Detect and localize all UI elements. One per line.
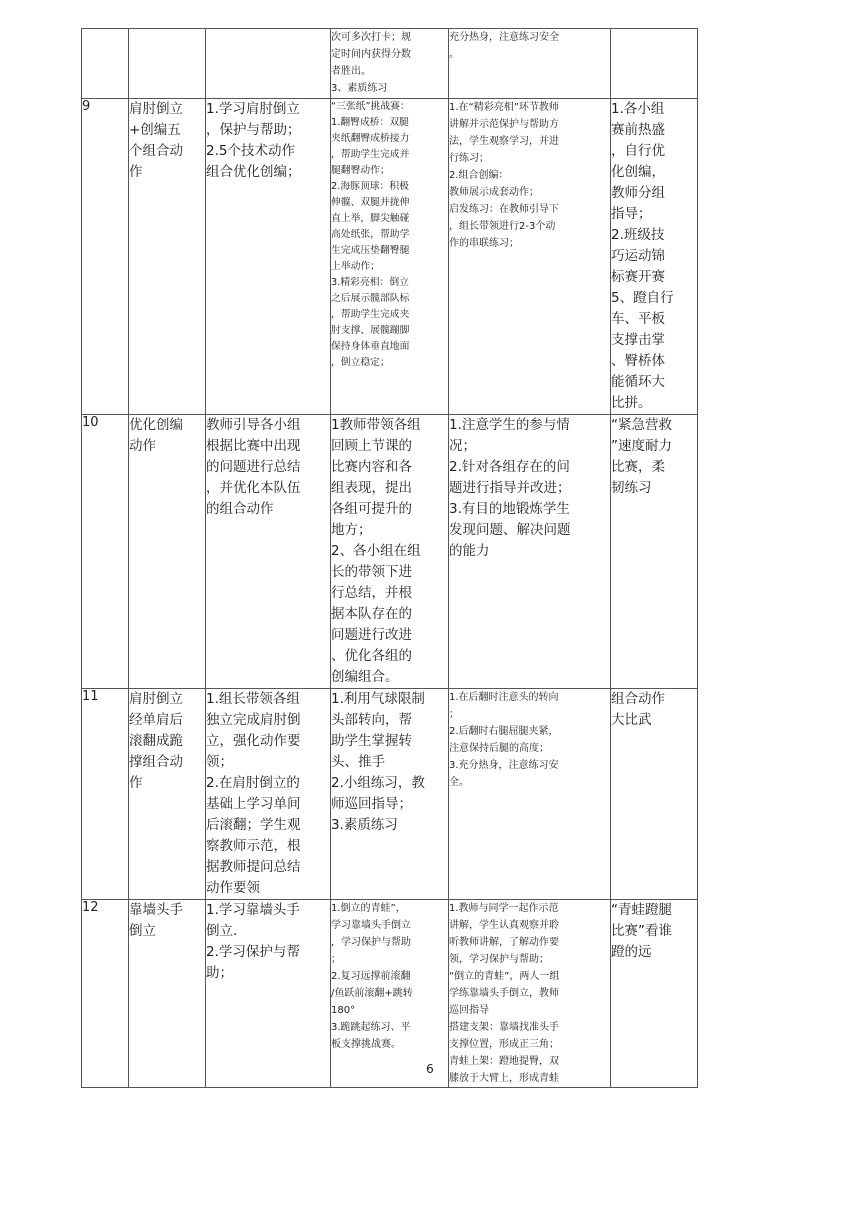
lesson-guidance-line: 题进行指导并改进； [449, 480, 571, 496]
lesson-activities-line: 高处纸张，帮助学 [331, 229, 410, 240]
lesson-guidance-line: 充分热身，注意练习安全 [449, 32, 559, 43]
lesson-objectives-line: 1.学习肩肘倒立 [206, 101, 300, 117]
lesson-extension-line: 5、蹬自行 [611, 290, 674, 306]
lesson-guidance-line: “倒立的青蛙”，两人一组 [449, 971, 560, 982]
lesson-guidance-line: 巡回指导 [449, 1005, 489, 1016]
lesson-plan-table [81, 28, 698, 1088]
lesson-guidance-line: 讲解，学生认真观察并聆 [449, 920, 559, 931]
lesson-activities-line: 组表现，提出 [331, 480, 412, 496]
lesson-objectives [206, 99, 331, 415]
lesson-objectives-line: ，保护与帮助； [206, 122, 301, 138]
lesson-guidance-line: 作的串联练习； [449, 238, 519, 249]
lesson-title-line: 滚翻成跪 [129, 733, 183, 749]
lesson-activities-line: 2.海豚顶球：积极 [331, 181, 409, 192]
lesson-guidance-line: 1.注意学生的参与情 [449, 417, 570, 433]
lesson-guidance-line: 1.教师与同学一起作示范 [449, 903, 559, 914]
lesson-objectives [206, 689, 331, 900]
lesson-extension-line: 蹬的远 [611, 944, 652, 960]
lesson-activities-line: 问题进行改进 [331, 627, 412, 643]
lesson-guidance-line: 膝放于大臂上，形成青蛙 [449, 1073, 559, 1084]
lesson-guidance-line: 2.针对各组存在的问 [449, 459, 570, 475]
lesson-activities [331, 900, 449, 1088]
lesson-extension-line: 比拼。 [611, 395, 652, 411]
lesson-activities-line: 3.跪跳起练习、平 [331, 1022, 411, 1033]
lesson-title [129, 900, 206, 1088]
lesson-guidance [449, 99, 611, 415]
lesson-title-line: +创编五 [129, 122, 181, 138]
lesson-activities-line: 学习靠墙头手倒立 [331, 920, 411, 931]
lesson-guidance-line: 法，学生观察学习，并进 [449, 136, 559, 147]
lesson-extension-line: 巧运动锦 [611, 248, 665, 264]
lesson-objectives-line: 领； [206, 754, 233, 770]
lesson-extension-line: 2.班级技 [611, 227, 665, 243]
lesson-objectives-line: ，并优化本队伍 [206, 480, 301, 496]
lesson-extension-line: 指导； [611, 206, 652, 222]
lesson-activities-line: 2.小组练习，教 [331, 775, 425, 791]
lesson-activities-line: 肘支撑、展髋蹦脚 [331, 325, 410, 336]
lesson-extension [611, 29, 698, 99]
lesson-activities-line: 1.倒立的青蛙”， [331, 903, 406, 914]
lesson-activities-line: “三张纸”挑战赛： [331, 101, 410, 112]
lesson-objectives-line: 2.学习保护与帮 [206, 944, 300, 960]
lesson-activities-line: 头、推手 [331, 754, 385, 770]
lesson-activities-line: 上举动作； [331, 261, 380, 272]
lesson-objectives-line: 2.5个技术动作 [206, 143, 295, 159]
lesson-activities-line: 3.精彩亮相：倒立 [331, 277, 409, 288]
lesson-guidance-line: 听教师讲解，了解动作要 [449, 937, 559, 948]
lesson-title [129, 415, 206, 689]
lesson-extension [611, 99, 698, 415]
lesson-activities [331, 29, 449, 99]
lesson-extension [611, 689, 698, 900]
lesson-guidance-line: 青蛙上架：蹬地提臀，双 [449, 1056, 559, 1067]
lesson-guidance-line: 启发练习：在教师引导下 [449, 204, 559, 215]
lesson-activities-line: 3.素质练习 [331, 817, 398, 833]
table-row [82, 415, 698, 689]
lesson-activities-line: ，学习保护与帮助 [331, 937, 411, 948]
lesson-guidance-line: 况； [449, 438, 476, 454]
lesson-guidance [449, 689, 611, 900]
lesson-title-line: 动作 [129, 438, 156, 454]
lesson-extension-line: 大比武 [611, 712, 652, 728]
lesson-guidance-line: 支撑位置，形成正三角； [449, 1039, 559, 1050]
lesson-activities [331, 415, 449, 689]
lesson-activities-line: ； [331, 954, 341, 965]
lesson-activities-line: 夹纸翻臀成桥接力 [331, 133, 410, 144]
lesson-activities-line: 各组可提升的 [331, 501, 412, 517]
lesson-extension-line: 1.各小组 [611, 101, 665, 117]
lesson-guidance-line: 领，学习保护与帮助； [449, 954, 549, 965]
table-row [82, 29, 698, 99]
lesson-extension-line: 能循环大 [611, 374, 665, 390]
lesson-objectives-line: 1.组长带领各组 [206, 691, 300, 707]
table-row [82, 900, 698, 1088]
page-number: 6 [426, 1062, 434, 1076]
lesson-objectives-line: 基础上学习单间 [206, 796, 301, 812]
lesson-objectives-line: 的组合动作 [206, 501, 274, 517]
lesson-guidance-line: 1.在“精彩亮相”环节教师 [449, 102, 559, 113]
lesson-objectives-line: 倒立. [206, 923, 238, 939]
lesson-guidance-line: 搭建支架：靠墙找准头手 [449, 1022, 559, 1033]
lesson-guidance-line: 教师展示成套动作； [449, 187, 539, 198]
lesson-activities-line: 助学生掌握转 [331, 733, 412, 749]
lesson-extension [611, 900, 698, 1088]
table-row [82, 689, 698, 900]
lesson-guidance-line: ； [449, 709, 459, 720]
lesson-guidance-line: 1.在后翻时注意头的转向 [449, 692, 559, 703]
lesson-activities-line: 行总结，并根 [331, 585, 412, 601]
lesson-extension-line: 比赛”看谁 [611, 923, 672, 939]
table-row [82, 99, 698, 415]
lesson-activities-line: 腿翻臀动作； [331, 165, 390, 176]
lesson-guidance [449, 900, 611, 1088]
lesson-title-line: 作 [129, 164, 143, 180]
lesson-number: 12 [82, 900, 129, 1088]
lesson-extension-line: “青蛙蹬腿 [611, 902, 672, 918]
lesson-objectives-line: 后滚翻；学生观 [206, 817, 301, 833]
lesson-activities-line: 180° [331, 1005, 356, 1016]
lesson-guidance-line: 3.有目的地锻炼学生 [449, 501, 570, 517]
lesson-extension-line: 组合动作 [611, 691, 665, 707]
lesson-objectives-line: 独立完成肩肘倒 [206, 712, 301, 728]
lesson-title-line: 靠墙头手 [129, 902, 183, 918]
lesson-activities [331, 689, 449, 900]
lesson-activities-line: 头部转向，帮 [331, 712, 412, 728]
lesson-number: 9 [82, 99, 129, 415]
lesson-guidance-line: 。 [449, 49, 459, 60]
lesson-activities-line: ，倒立稳定； [331, 357, 390, 368]
lesson-extension-line: 教师分组 [611, 185, 665, 201]
lesson-guidance-line: 发现问题、解决问题 [449, 522, 571, 538]
lesson-guidance [449, 29, 611, 99]
lesson-objectives-line: 根据比赛中出现 [206, 438, 301, 454]
lesson-guidance-line: 全。 [449, 777, 469, 788]
lesson-extension-line: “紧急营救 [611, 417, 672, 433]
lesson-title-line: 作 [129, 775, 143, 791]
lesson-activities-line: 板支撑挑战赛。 [331, 1039, 401, 1050]
lesson-activities-line: ，帮助学生完成夹 [331, 309, 410, 320]
lesson-extension-line: 、臀桥体 [611, 353, 665, 369]
lesson-title [129, 29, 206, 99]
lesson-activities-line: ，帮助学生完成并 [331, 149, 410, 160]
lesson-activities-line: 1.利用气球限制 [331, 691, 425, 707]
lesson-guidance-line: 注意保持后腿的高度； [449, 743, 549, 754]
lesson-title-line: 倒立 [129, 923, 156, 939]
lesson-title-line: 经单肩后 [129, 712, 183, 728]
lesson-guidance-line: 2.后翻时右腿屈腿夹紧， [449, 726, 559, 737]
lesson-activities-line: 直上举，脚尖触碰 [331, 213, 410, 224]
lesson-guidance-line: 的能力 [449, 543, 490, 559]
lesson-extension-line: 比赛，柔 [611, 459, 665, 475]
lesson-objectives-line: 立，强化动作要 [206, 733, 301, 749]
lesson-activities-line: 1教师带领各组 [331, 417, 421, 433]
lesson-activities-line: /鱼跃前滚翻+跳转 [331, 988, 413, 999]
lesson-guidance-line: 3.充分热身，注意练习安 [449, 760, 559, 771]
lesson-objectives-line: 的问题进行总结 [206, 459, 301, 475]
lesson-guidance-line: 行练习； [449, 153, 489, 164]
lesson-extension-line: 支撑击掌 [611, 332, 665, 348]
lesson-activities-line: 3、素质练习 [331, 83, 388, 94]
lesson-activities [331, 99, 449, 415]
lesson-objectives-line: 据教师提问总结 [206, 859, 301, 875]
lesson-title [129, 99, 206, 415]
lesson-activities-line: 比赛内容和各 [331, 459, 412, 475]
lesson-activities-line: 之后展示髋部队标 [331, 293, 410, 304]
lesson-guidance-line: 2.组合创编： [449, 170, 509, 181]
lesson-activities-line: 创编组合。 [331, 669, 399, 685]
lesson-activities-line: 2、各小组在组 [331, 543, 421, 559]
lesson-objectives [206, 29, 331, 99]
lesson-number: 11 [82, 689, 129, 900]
lesson-title-line: 优化创编 [129, 417, 183, 433]
lesson-activities-line: 生完成压垫翻臀腿 [331, 245, 410, 256]
lesson-activities-line: 保持身体垂直地面 [331, 341, 410, 352]
lesson-activities-line: 定时间内获得分数 [331, 49, 411, 60]
lesson-objectives-line: 教师引导各小组 [206, 417, 301, 433]
lesson-activities-line: 据本队存在的 [331, 606, 412, 622]
lesson-extension-line: 车、平板 [611, 311, 665, 327]
lesson-title-line: 个组合动 [129, 143, 183, 159]
lesson-extension-line: ，自行优 [611, 143, 665, 159]
lesson-activities-line: 师巡回指导； [331, 796, 412, 812]
lesson-activities-line: 、优化各组的 [331, 648, 412, 664]
lesson-title-line: 撑组合动 [129, 754, 183, 770]
lesson-activities-line: 地方； [331, 522, 372, 538]
lesson-objectives-line: 助； [206, 965, 233, 981]
lesson-objectives-line: 1.学习靠墙头手 [206, 902, 300, 918]
lesson-activities-line: 次可多次打卡；规 [331, 32, 411, 43]
lesson-objectives-line: 动作要领 [206, 880, 260, 896]
lesson-number [82, 29, 129, 99]
lesson-extension-line: ”速度耐力 [611, 438, 672, 454]
lesson-extension [611, 415, 698, 689]
lesson-guidance [449, 415, 611, 689]
lesson-guidance-line: 讲解并示范保护与帮助方 [449, 119, 559, 130]
lesson-title-line: 肩肘倒立 [129, 101, 183, 117]
lesson-activities-line: 1.翻臀成桥：双腿 [331, 117, 409, 128]
lesson-activities-line: 回顾上节课的 [331, 438, 412, 454]
lesson-activities-line: 者胜出。 [331, 66, 371, 77]
lesson-activities-line: 伸髋、双腿并拢伸 [331, 197, 410, 208]
lesson-objectives [206, 415, 331, 689]
lesson-objectives [206, 900, 331, 1088]
lesson-number: 10 [82, 415, 129, 689]
lesson-title-line: 肩肘倒立 [129, 691, 183, 707]
lesson-extension-line: 赛前热盛 [611, 122, 665, 138]
lesson-objectives-line: 2.在肩肘倒立的 [206, 775, 300, 791]
lesson-extension-line: 韧练习 [611, 480, 652, 496]
lesson-extension-line: 化创编， [611, 164, 665, 180]
lesson-title [129, 689, 206, 900]
lesson-objectives-line: 察教师示范，根 [206, 838, 301, 854]
lesson-extension-line: 标赛开赛 [611, 269, 665, 285]
lesson-activities-line: 长的带领下进 [331, 564, 412, 580]
lesson-guidance-line: 学练靠墙头手倒立，教师 [449, 988, 559, 999]
lesson-objectives-line: 组合优化创编； [206, 164, 301, 180]
lesson-activities-line: 2.复习远撑前滚翻 [331, 971, 411, 982]
lesson-guidance-line: ，组长带领进行2-3个动 [449, 221, 556, 232]
